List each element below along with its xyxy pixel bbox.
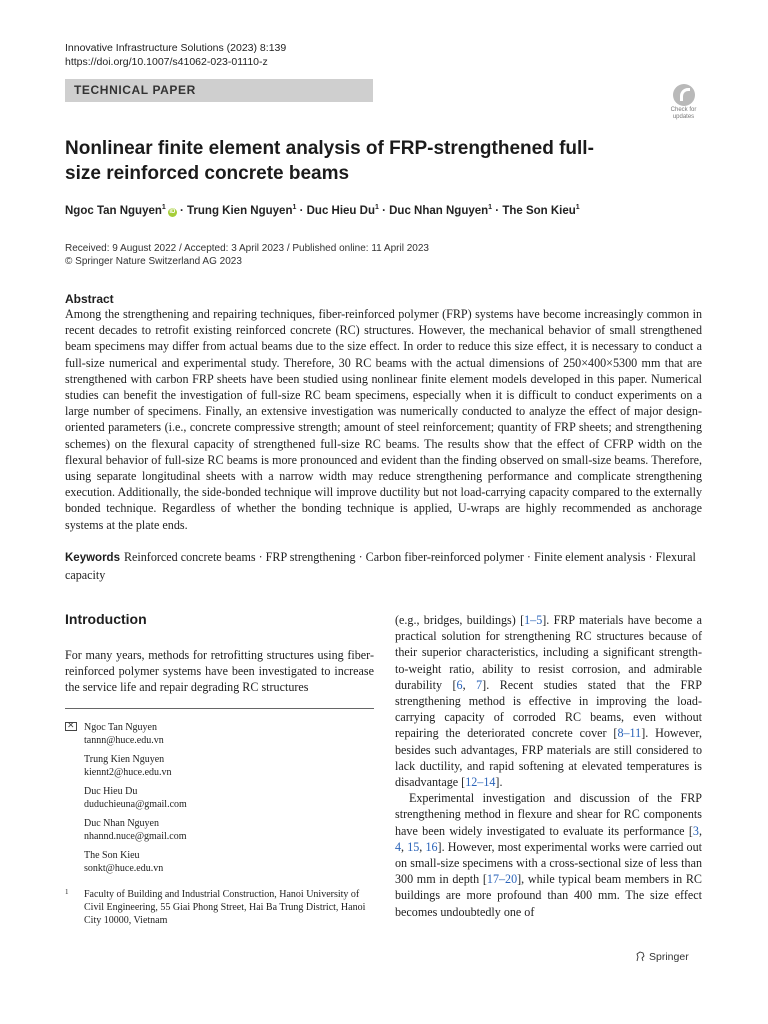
author-affiliation-sup: 1 [374, 204, 379, 211]
author-name[interactable]: Trung Kien Nguyen [187, 204, 293, 217]
text-run: ]. FRP materials have become a practical solution for strengthening RC structures because of their superior characteristics, including a significant strength-to-weight ratio, ability to resist corrosion, and admirable durability [ [395, 613, 702, 692]
introduction-heading: Introduction [65, 611, 147, 627]
corresponding-contacts [65, 721, 374, 881]
affiliation-text: Faculty of Building and Industrial Construction, Hanoi University of Civil Engineering, 55 Giai Phong Street, Hai Ba Trung District, Hanoi City 10000, Vietnam [84, 889, 366, 926]
text-run: ], while typical beam members in RC buildings are more profound than 400 mm. The size effect becomes undoubtedly one of [395, 872, 702, 919]
abstract-text: Among the strengthening and repairing techniques, fiber-reinforced polymer (FRP) systems have become increasingly common in recent decades to retrofit existing reinforced concrete (RC) structures. However, the mechanical behavior of small strengthened beam specimens may differ from actual beams due to the size effect. In order to reduce this size effect, it is necessary to conduct a full-size numerical and experimental study. Therefore, 30 RC beams with the actual dimensions of 250×400×5300 mm that are strengthened with carbon FRP sheets have been studied using nonlinear finite element models developed in this paper. Numerical studies can benefit the investigation of full-size RC beam specimens, especially when it is difficult to conduct experiments on a large number of specimens. Finally, an extensive investigation was numerically conducted to analyze the effect of major design-oriented parameters (i.e., concrete compressive strength; amount of steel reinforcement; quantity of FRP sheets; and strengthening schemes) on the flexural capacity of strengthened full-size RC beams. The results show that the effect of CFRP width on the flexural behavior of full-size RC beams is more pronounced and evident than the finding observed on small-size beams. Therefore, using separate longitudinal sheets with a narrow width may reduce strengthening performance and complicate strengthening execution. Additionally, the side-bonded technique will improve ductility but not load-carrying capacity compared to the externally bonded technique. Regardless of whether the bonding technique is applied, U-wraps are highly recommended as anchorage systems at the plate ends. [65, 307, 702, 532]
contact-email[interactable]: nhannd.nuce@gmail.com [84, 831, 187, 842]
citation-link[interactable]: 16 [425, 839, 438, 854]
affiliation [65, 888, 374, 927]
author-separator: · [378, 204, 390, 217]
contact-entry [84, 721, 374, 747]
contact-email[interactable]: kiennt2@huce.edu.vn [84, 767, 172, 778]
affiliation-marker: 1 [65, 888, 69, 896]
author-list [65, 204, 580, 217]
author-name[interactable]: The Son Kieu [502, 204, 576, 217]
text-run: ]. [495, 775, 503, 790]
contact-entry [84, 753, 374, 779]
citation-link[interactable]: 3 [692, 823, 699, 838]
journal-citation: Innovative Infrastructure Solutions (2023) 8:139 [65, 42, 287, 54]
contact-name: Duc Hieu Du [84, 786, 138, 797]
introduction-left-text: For many years, methods for retrofitting structures using fiber-reinforced polymer systems have been investigated to increase the service life and repair degrading RC structures [65, 648, 374, 695]
contact-entry [84, 785, 374, 811]
author-name[interactable]: Ngoc Tan Nguyen [65, 204, 162, 217]
text-run: , [698, 823, 702, 838]
text-run: ]. However, besides such advantages, FRP materials are still considered to lack ductility, and rapid softening at elevated temperatures is disadvantage [ [395, 726, 702, 790]
publication-dates [65, 242, 429, 268]
text-run: , [419, 839, 426, 854]
citation-link[interactable]: 7 [476, 677, 483, 692]
author-separator: · [492, 204, 503, 217]
paragraph [395, 612, 702, 790]
author-separator: · [176, 204, 188, 217]
article-type-label: TECHNICAL PAPER [74, 83, 196, 97]
envelope-icon [65, 722, 77, 731]
text-run: (e.g., bridges, buildings) [ [395, 613, 525, 627]
citation-link[interactable]: 6 [456, 677, 463, 692]
contact-entry [84, 849, 374, 875]
citation-link[interactable]: 1–5 [524, 613, 543, 627]
abstract-heading: Abstract [65, 292, 114, 306]
author-affiliation-sup: 1 [292, 204, 297, 211]
paragraph [395, 790, 702, 920]
contact-name: Duc Nhan Nguyen [84, 818, 159, 829]
copyright-line: © Springer Nature Switzerland AG 2023 [65, 256, 242, 267]
check-updates-line2: updates [672, 114, 695, 120]
author-separator: · [296, 204, 307, 217]
publisher-logo [635, 951, 689, 963]
article-type-badge [65, 79, 373, 102]
keywords [65, 549, 705, 583]
contact-name: The Son Kieu [84, 850, 140, 861]
author-affiliation-sup: 1 [575, 204, 580, 211]
springer-horse-icon [635, 951, 645, 962]
citation-link[interactable]: 17–20 [486, 872, 518, 887]
dates-line: Received: 9 August 2022 / Accepted: 3 April 2023 / Published online: 11 April 2023 [65, 243, 429, 254]
author-name[interactable]: Duc Nhan Nguyen [389, 204, 489, 217]
citation-link[interactable]: 4 [395, 839, 402, 854]
publisher-name: Springer [649, 951, 689, 963]
text-run: ]. Recent studies stated that the FRP strengthening method is effective in improving the load-carrying capacity of corroded RC beams, even without repairing the deteriorated concrete cover [ [395, 677, 703, 741]
author-affiliation-sup: 1 [488, 204, 493, 211]
contact-email[interactable]: sonkt@huce.edu.vn [84, 863, 164, 874]
contact-email[interactable]: tannn@huce.edu.vn [84, 735, 164, 746]
author-name[interactable]: Duc Hieu Du [306, 204, 375, 217]
contact-email[interactable]: duduchieuna@gmail.com [84, 799, 187, 810]
text-run: Experimental investigation and discussion of the FRP strengthening method in flexure and shear for RC components have been widely investigated to evaluate its performance [ [395, 791, 702, 838]
check-updates-icon [673, 84, 695, 106]
introduction-right-column [395, 612, 702, 920]
doi-link[interactable]: https://doi.org/10.1007/s41062-023-01110-z [65, 56, 268, 68]
citation-link[interactable]: 15 [407, 839, 420, 854]
journal-info [65, 41, 286, 69]
text-run: ]. However, most experimental works were carried out on small-size specimens with a cross-sectional size of less than 300 mm in depth [ [395, 839, 703, 887]
text-run: , [462, 677, 477, 692]
check-updates-line1: Check for [670, 107, 697, 113]
text-run: , [401, 839, 408, 854]
contact-name: Ngoc Tan Nguyen [84, 722, 157, 733]
contact-entry [84, 817, 374, 843]
author-affiliation-sup: 1 [161, 204, 166, 211]
citation-link[interactable]: 12–14 [465, 775, 496, 790]
orcid-icon[interactable]: iD [169, 208, 176, 215]
paper-title: Nonlinear finite element analysis of FRP-strengthened full-size reinforced concrete beams [65, 138, 594, 184]
check-for-updates-button[interactable] [665, 84, 702, 124]
keywords-label: Keywords [65, 552, 120, 564]
citation-link[interactable]: 8–11 [617, 726, 642, 741]
footnote-divider [65, 708, 374, 709]
contact-name: Trung Kien Nguyen [84, 754, 165, 765]
keywords-text: Reinforced concrete beams · FRP strengthening · Carbon fiber-reinforced polymer · Finite element analysis · Flexural capacity [65, 550, 696, 582]
